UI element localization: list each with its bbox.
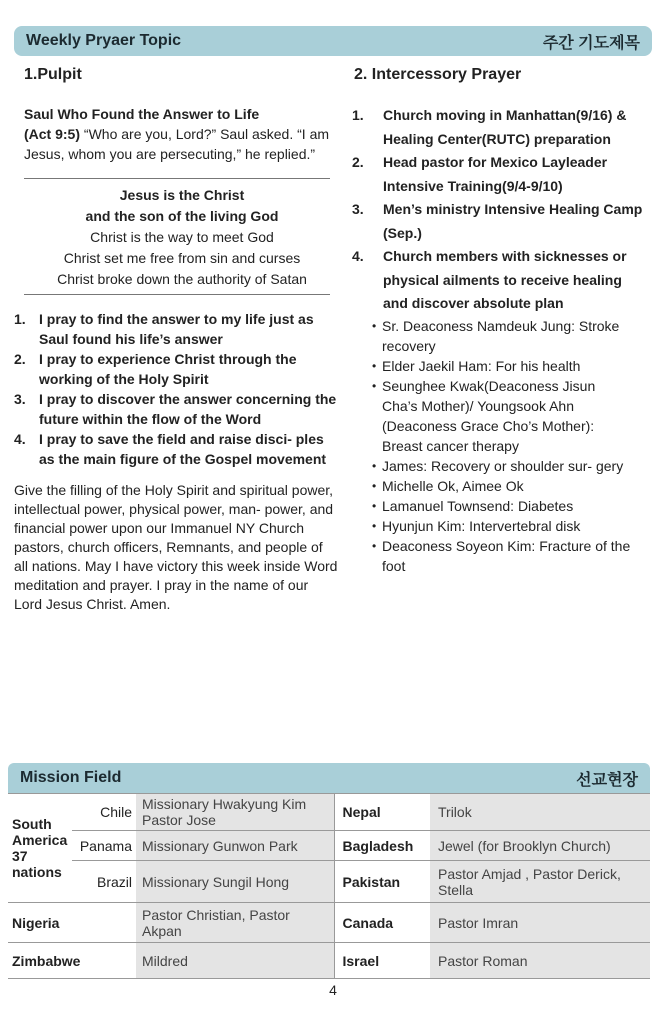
core-message [24,185,340,290]
country-canada: Canada [334,903,430,943]
country-nepal: Nepal [334,794,430,831]
sermon-paragraph [24,104,342,164]
pulpit-prayer-list [14,309,342,469]
sick-member-item: • Deaconess Soyeon Kim: Fracture of the foot [352,536,652,576]
intercessory-column [352,66,652,576]
intercessory-heading: 2. Intercessory Prayer [354,66,522,83]
table-row [8,903,650,943]
bullet-icon: • [372,378,377,393]
sermon-title: Saul Who Found the Answer to Life [24,106,260,122]
table-row [8,831,650,861]
pakistan-missionary: Pastor Amjad , Pastor Derick, Stella [430,861,650,903]
chile-missionary: Missionary Hwakyung Kim Pastor Jose [136,794,334,831]
sick-member-item: • Seunghee Kwak(Deaconess Jisun Cha’s Mother)/ Youngsook Ahn (Deaconess Grace Cho’s Mother): Breast cancer therapy [352,376,652,456]
core-message-bold-1: Jesus is the Christ [119,187,245,203]
sermon-text: “Who are you, Lord?” Saul asked. “I am Jesus, whom you are persecuting,” he replied.” [24,126,330,162]
intercessory-item: 3. Men’s ministry Intensive Healing Camp (Sep.) [352,201,643,241]
closing-prayer: Give the filling of the Holy Spirit and spiritual power, intellectual power, physical power, man- power, and financial power upon our Immanuel NY Church pastors, church officers, Remnants, and people of all nations. May I have victory this week inside Word meditation and prayer. I pray in the name of our Lord Jesus Christ. Amen. [14,482,338,612]
panama-missionary: Missionary Gunwon Park [136,831,334,861]
nigeria-missionary: Pastor Christian, Pastor Akpan [136,903,334,943]
intercessory-item: 2. Head pastor for Mexico Layleader Intensive Training(9/4-9/10) [352,154,608,194]
pulpit-column [14,66,342,614]
sick-member-list [352,316,652,576]
prayer-item: 3. I pray to discover the answer concerning the future within the flow of the Word [14,391,337,427]
nepal-missionary: Trilok [430,794,650,831]
sick-member-item: • Michelle Ok, Aimee Ok [352,476,652,496]
sermon-reference: (Act 9:5) [24,126,81,142]
bullet-icon: • [372,538,377,553]
page-number: 4 [329,982,337,998]
sick-member-item: • Hyunjun Kim: Intervertebral disk [352,516,652,536]
country-pakistan: Pakistan [334,861,430,903]
sick-member-item: • Elder Jaekil Ham: For his health [352,356,652,376]
region-south-america: South America 37 nations [8,794,72,903]
bullet-icon: • [372,498,377,513]
country-zimbabwe: Zimbabwe [8,943,136,979]
sick-member-item: • Sr. Deaconess Namdeuk Jung: Stroke recovery [352,316,652,356]
prayer-item: 4. I pray to save the field and raise disci- ples as the main figure of the Gospel movement [14,431,327,467]
core-message-line: Christ broke down the authority of Satan [57,271,307,287]
prayer-item: 2. I pray to experience Christ through the working of the Holy Spirit [14,351,297,387]
table-row [8,794,650,831]
table-row [8,943,650,979]
country-brazil: Brazil [72,861,136,903]
brazil-missionary: Missionary Sungil Hong [136,861,334,903]
country-nigeria: Nigeria [8,903,136,943]
israel-missionary: Pastor Roman [430,943,650,979]
bullet-icon: • [372,318,377,333]
mission-field-header [8,763,650,793]
zimbabwe-missionary: Mildred [136,943,334,979]
mission-title: Mission Field [20,769,122,786]
intercessory-item: 1. Church moving in Manhattan(9/16) & Healing Center(RUTC) preparation [352,107,627,147]
prayer-topic-header [14,26,652,56]
bullet-icon: • [372,358,377,373]
bullet-icon: • [372,458,377,473]
header-title: Weekly Pryaer Topic [26,32,182,49]
divider-bottom [24,294,330,295]
mission-korean-title: 선교현장 [576,771,638,789]
core-message-bold-2: and the son of the living God [85,208,279,224]
table-row [8,861,650,903]
intercessory-item: 4. Church members with sicknesses or physical ailments to receive healing and discover absolute plan [352,248,627,311]
core-message-line: Christ set me free from sin and curses [63,250,301,266]
bagladesh-missionary: Jewel (for Brooklyn Church) [430,831,650,861]
pulpit-heading: 1.Pulpit [24,66,82,83]
mission-field-table [8,793,650,979]
bullet-icon: • [372,518,377,533]
country-chile: Chile [72,794,136,831]
header-korean-title: 주간 기도제목 [542,34,640,52]
sick-member-item: • James: Recovery or shoulder sur- gery [352,456,652,476]
prayer-item: 1. I pray to find the answer to my life just as Saul found his life’s answer [14,311,314,347]
sick-member-item: • Lamanuel Townsend: Diabetes [352,496,652,516]
bullet-icon: • [372,478,377,493]
divider-top [24,178,330,179]
core-message-line: Christ is the way to meet God [90,229,274,245]
country-panama: Panama [72,831,136,861]
canada-missionary: Pastor Imran [430,903,650,943]
country-israel: Israel [334,943,430,979]
intercessory-list [352,104,652,316]
country-bagladesh: Bagladesh [334,831,430,861]
